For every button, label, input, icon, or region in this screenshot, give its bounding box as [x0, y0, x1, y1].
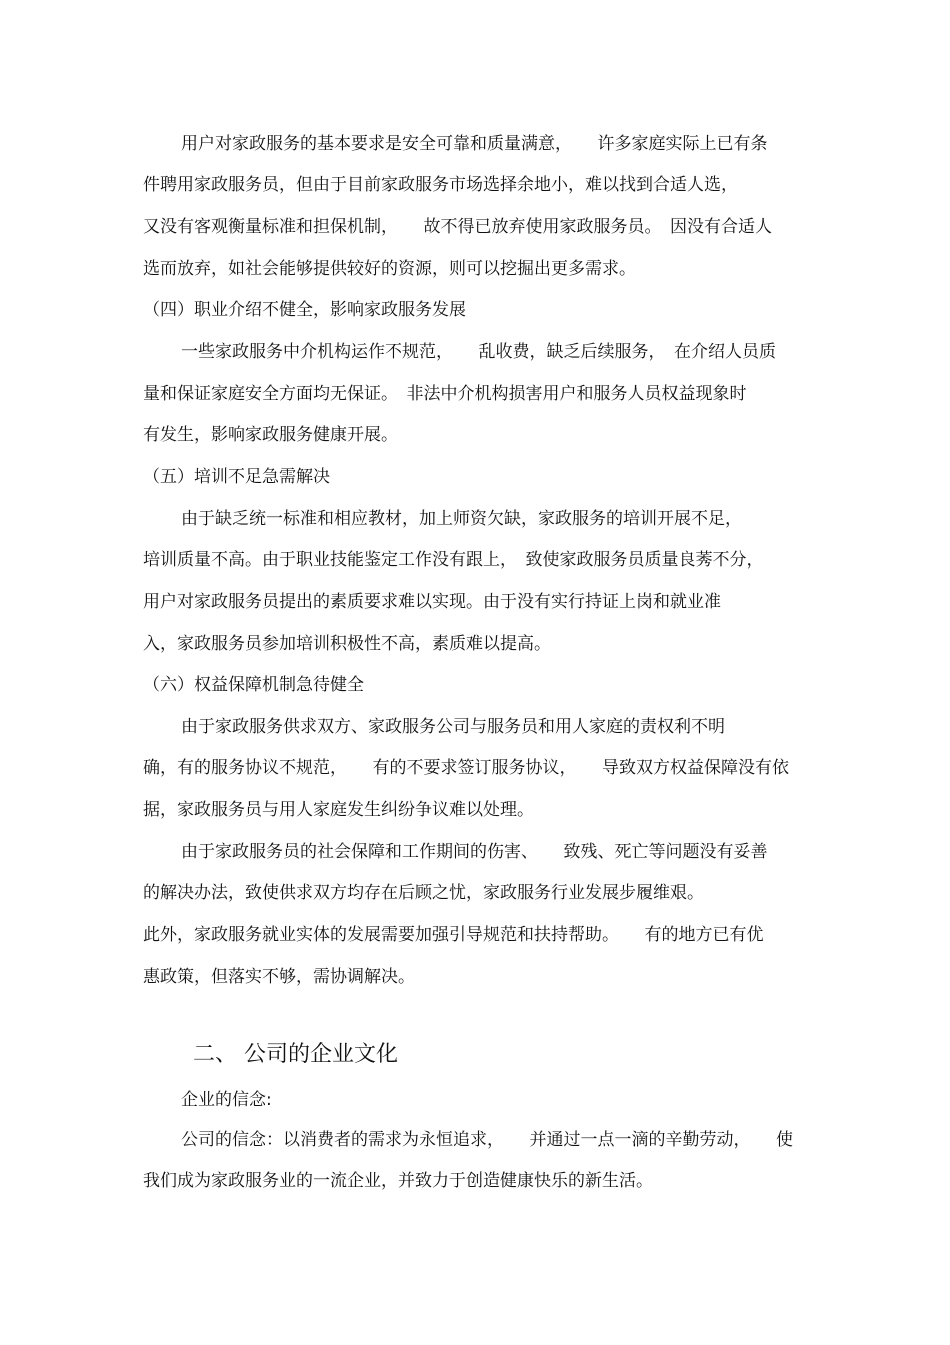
body-line: 有发生，影响家政服务健康开展。	[143, 425, 398, 445]
body-line: 量和保证家庭安全方面均无保证。 非法中介机构损害用户和服务人员权益现象时	[143, 384, 747, 404]
body-line: 由于家政服务员的社会保障和工作期间的伤害、 致残、死亡等问题没有妥善	[181, 842, 768, 862]
body-line: 培训质量不高。由于职业技能鉴定工作没有跟上， 致使家政服务员质量良莠不分，	[143, 550, 764, 570]
body-line: 入，家政服务员参加培训积极性不高，素质难以提高。	[143, 634, 551, 654]
section-heading: （四）职业介绍不健全，影响家政服务发展	[143, 300, 466, 320]
body-line: 由于家政服务供求双方、家政服务公司与服务员和用人家庭的责权利不明	[181, 717, 725, 737]
body-line: 此外，家政服务就业实体的发展需要加强引导规范和扶持帮助。 有的地方已有优	[143, 925, 764, 945]
body-line: 选而放弃，如社会能够提供较好的资源，则可以挖掘出更多需求。	[143, 259, 636, 279]
body-line: 又没有客观衡量标准和担保机制， 故不得已放弃使用家政服务员。 因没有合适人	[143, 217, 772, 237]
body-line: 我们成为家政服务业的一流企业，并致力于创造健康快乐的新生活。	[143, 1171, 653, 1191]
body-line: 公司的信念：以消费者的需求为永恒追求， 并通过一点一滴的辛勤劳动， 使	[181, 1130, 793, 1150]
body-line: 据，家政服务员与用人家庭发生纠纷争议难以处理。	[143, 800, 534, 820]
body-line: 件聘用家政服务员，但由于目前家政服务市场选择余地小，难以找到合适人选，	[143, 175, 738, 195]
body-line: 企业的信念:	[181, 1090, 272, 1110]
chapter-heading: 二、 公司的企业文化	[193, 1042, 398, 1067]
body-line: 一些家政服务中介机构运作不规范， 乱收费，缺乏后续服务， 在介绍人员质	[181, 342, 776, 362]
section-heading: （六）权益保障机制急待健全	[143, 675, 364, 695]
body-line: 惠政策，但落实不够，需协调解决。	[143, 967, 415, 987]
body-line: 确，有的服务协议不规范， 有的不要求签订服务协议， 导致双方权益保障没有依	[143, 758, 789, 778]
body-line: 用户对家政服务的基本要求是安全可靠和质量满意， 许多家庭实际上已有条	[181, 134, 768, 154]
body-line: 的解决办法，致使供求双方均存在后顾之忧，家政服务行业发展步履维艰。	[143, 883, 704, 903]
section-heading: （五）培训不足急需解决	[143, 467, 330, 487]
body-line: 由于缺乏统一标准和相应教材，加上师资欠缺，家政服务的培训开展不足，	[181, 509, 742, 529]
body-line: 用户对家政服务员提出的素质要求难以实现。由于没有实行持证上岗和就业准	[143, 592, 721, 612]
